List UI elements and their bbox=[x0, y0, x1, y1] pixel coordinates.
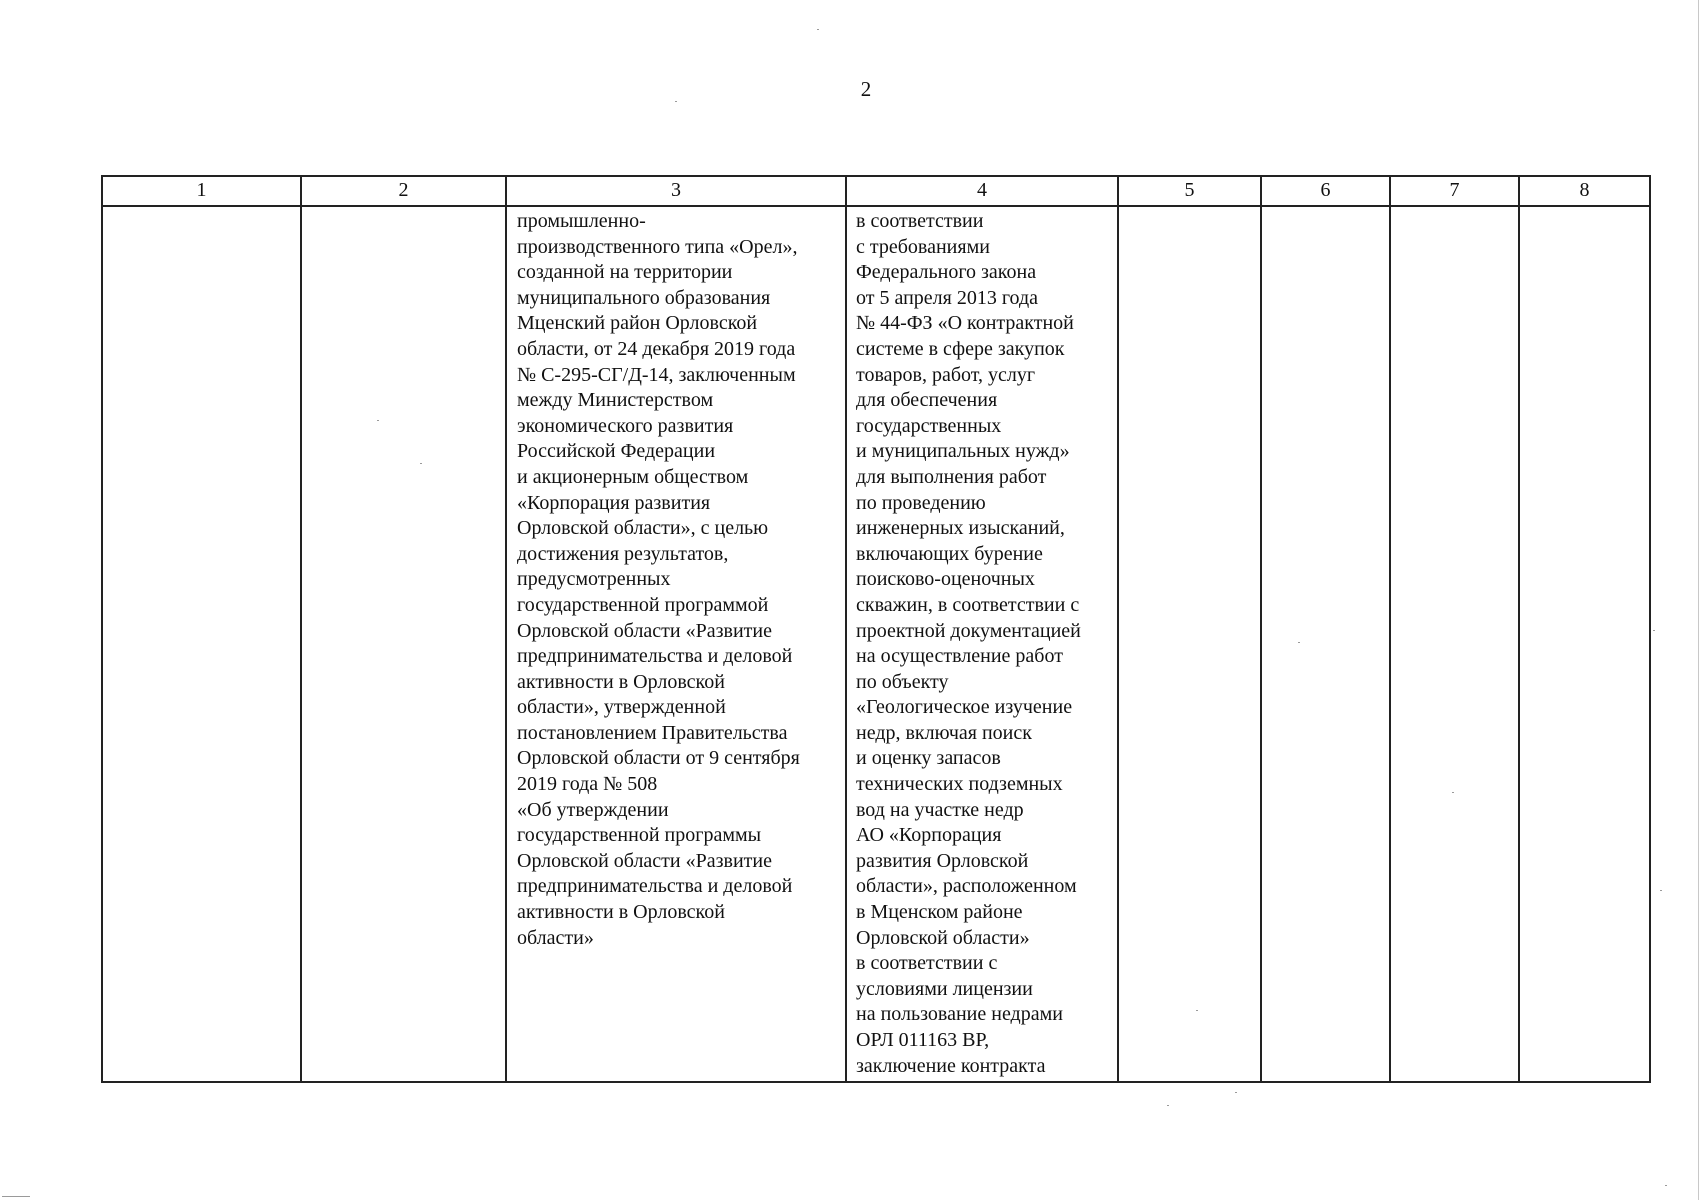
scan-speck bbox=[1298, 642, 1300, 643]
column-header-6: 6 bbox=[1261, 176, 1390, 206]
scan-speck bbox=[420, 463, 422, 464]
table-header-row bbox=[102, 176, 1650, 206]
table-cell-col3 bbox=[506, 206, 846, 1082]
table-cell-col2 bbox=[301, 206, 506, 1082]
table-row bbox=[102, 206, 1650, 1082]
table-cell-col6 bbox=[1261, 206, 1390, 1082]
scan-speck bbox=[1665, 1185, 1667, 1186]
column-header-3: 3 bbox=[506, 176, 846, 206]
table-cell-col4 bbox=[846, 206, 1118, 1082]
cell-text-col5 bbox=[1119, 207, 1260, 1081]
scan-speck bbox=[1653, 630, 1655, 631]
column-header-1: 1 bbox=[102, 176, 301, 206]
table-cell-col1 bbox=[102, 206, 301, 1082]
scan-edge-line bbox=[1698, 0, 1699, 1200]
cell-text-col3: промышленно- производственного типа «Орел», созданной на территории муниципального образования Мценский район Орловской области, от 24 декабря 2019 года № С-295-СГ/Д-14, заключенным между Министерством экономического развития Российской Федерации и акционерным обществом «Корпорация развития Орловской области», с целью достижения результатов, предусмотренных государственной программой Орловской области «Развитие предпринимательства и деловой активности в Орловской области», утвержденной постановлением Правительства Орловской области от 9 сентября 2019 года № 508 «Об утверждении государственной программы Орловской области «Развитие предпринимательства и деловой активности в Орловской области» bbox=[517, 210, 800, 949]
column-header-4: 4 bbox=[846, 176, 1118, 206]
column-header-7: 7 bbox=[1390, 176, 1519, 206]
column-header-5: 5 bbox=[1118, 176, 1261, 206]
cell-text-col6 bbox=[1262, 207, 1389, 1081]
scan-speck bbox=[2, 1196, 30, 1197]
cell-text-col1 bbox=[103, 207, 300, 1081]
scan-speck bbox=[377, 420, 379, 421]
scan-speck bbox=[817, 29, 819, 30]
cell-text-col2 bbox=[302, 207, 505, 1081]
page-number: 2 bbox=[860, 77, 872, 101]
table-cell-col8 bbox=[1519, 206, 1650, 1082]
cell-text-col8 bbox=[1520, 207, 1649, 1081]
scan-speck bbox=[1235, 1092, 1237, 1093]
scan-speck bbox=[1452, 792, 1454, 793]
column-header-8: 8 bbox=[1519, 176, 1650, 206]
table-cell-col7 bbox=[1390, 206, 1519, 1082]
table-cell-col5 bbox=[1118, 206, 1261, 1082]
scan-speck bbox=[1167, 1105, 1169, 1106]
cell-text-col7 bbox=[1391, 207, 1518, 1081]
scan-speck bbox=[1196, 1010, 1198, 1011]
column-header-2: 2 bbox=[301, 176, 506, 206]
scan-speck bbox=[1660, 890, 1662, 891]
document-table bbox=[101, 175, 1651, 1083]
scan-speck bbox=[675, 101, 677, 102]
cell-text-col4: в соответствии с требованиями Федерального закона от 5 апреля 2013 года № 44-ФЗ «О контрактной системе в сфере закупок товаров, работ, услуг для обеспечения государственных и муниципальных нужд» для выполнения работ по проведению инженерных изысканий, включающих бурение поисково-оценочных скважин, в соответствии с проектной документацией на осуществление работ по объекту «Геологическое изучение недр, включая поиск и оценку запасов технических подземных вод на участке недр АО «Корпорация развития Орловской области», расположенном в Мценском районе Орловской области» в соответствии с условиями лицензии на пользование недрами ОРЛ 011163 ВР, заключение контракта bbox=[856, 210, 1081, 1077]
